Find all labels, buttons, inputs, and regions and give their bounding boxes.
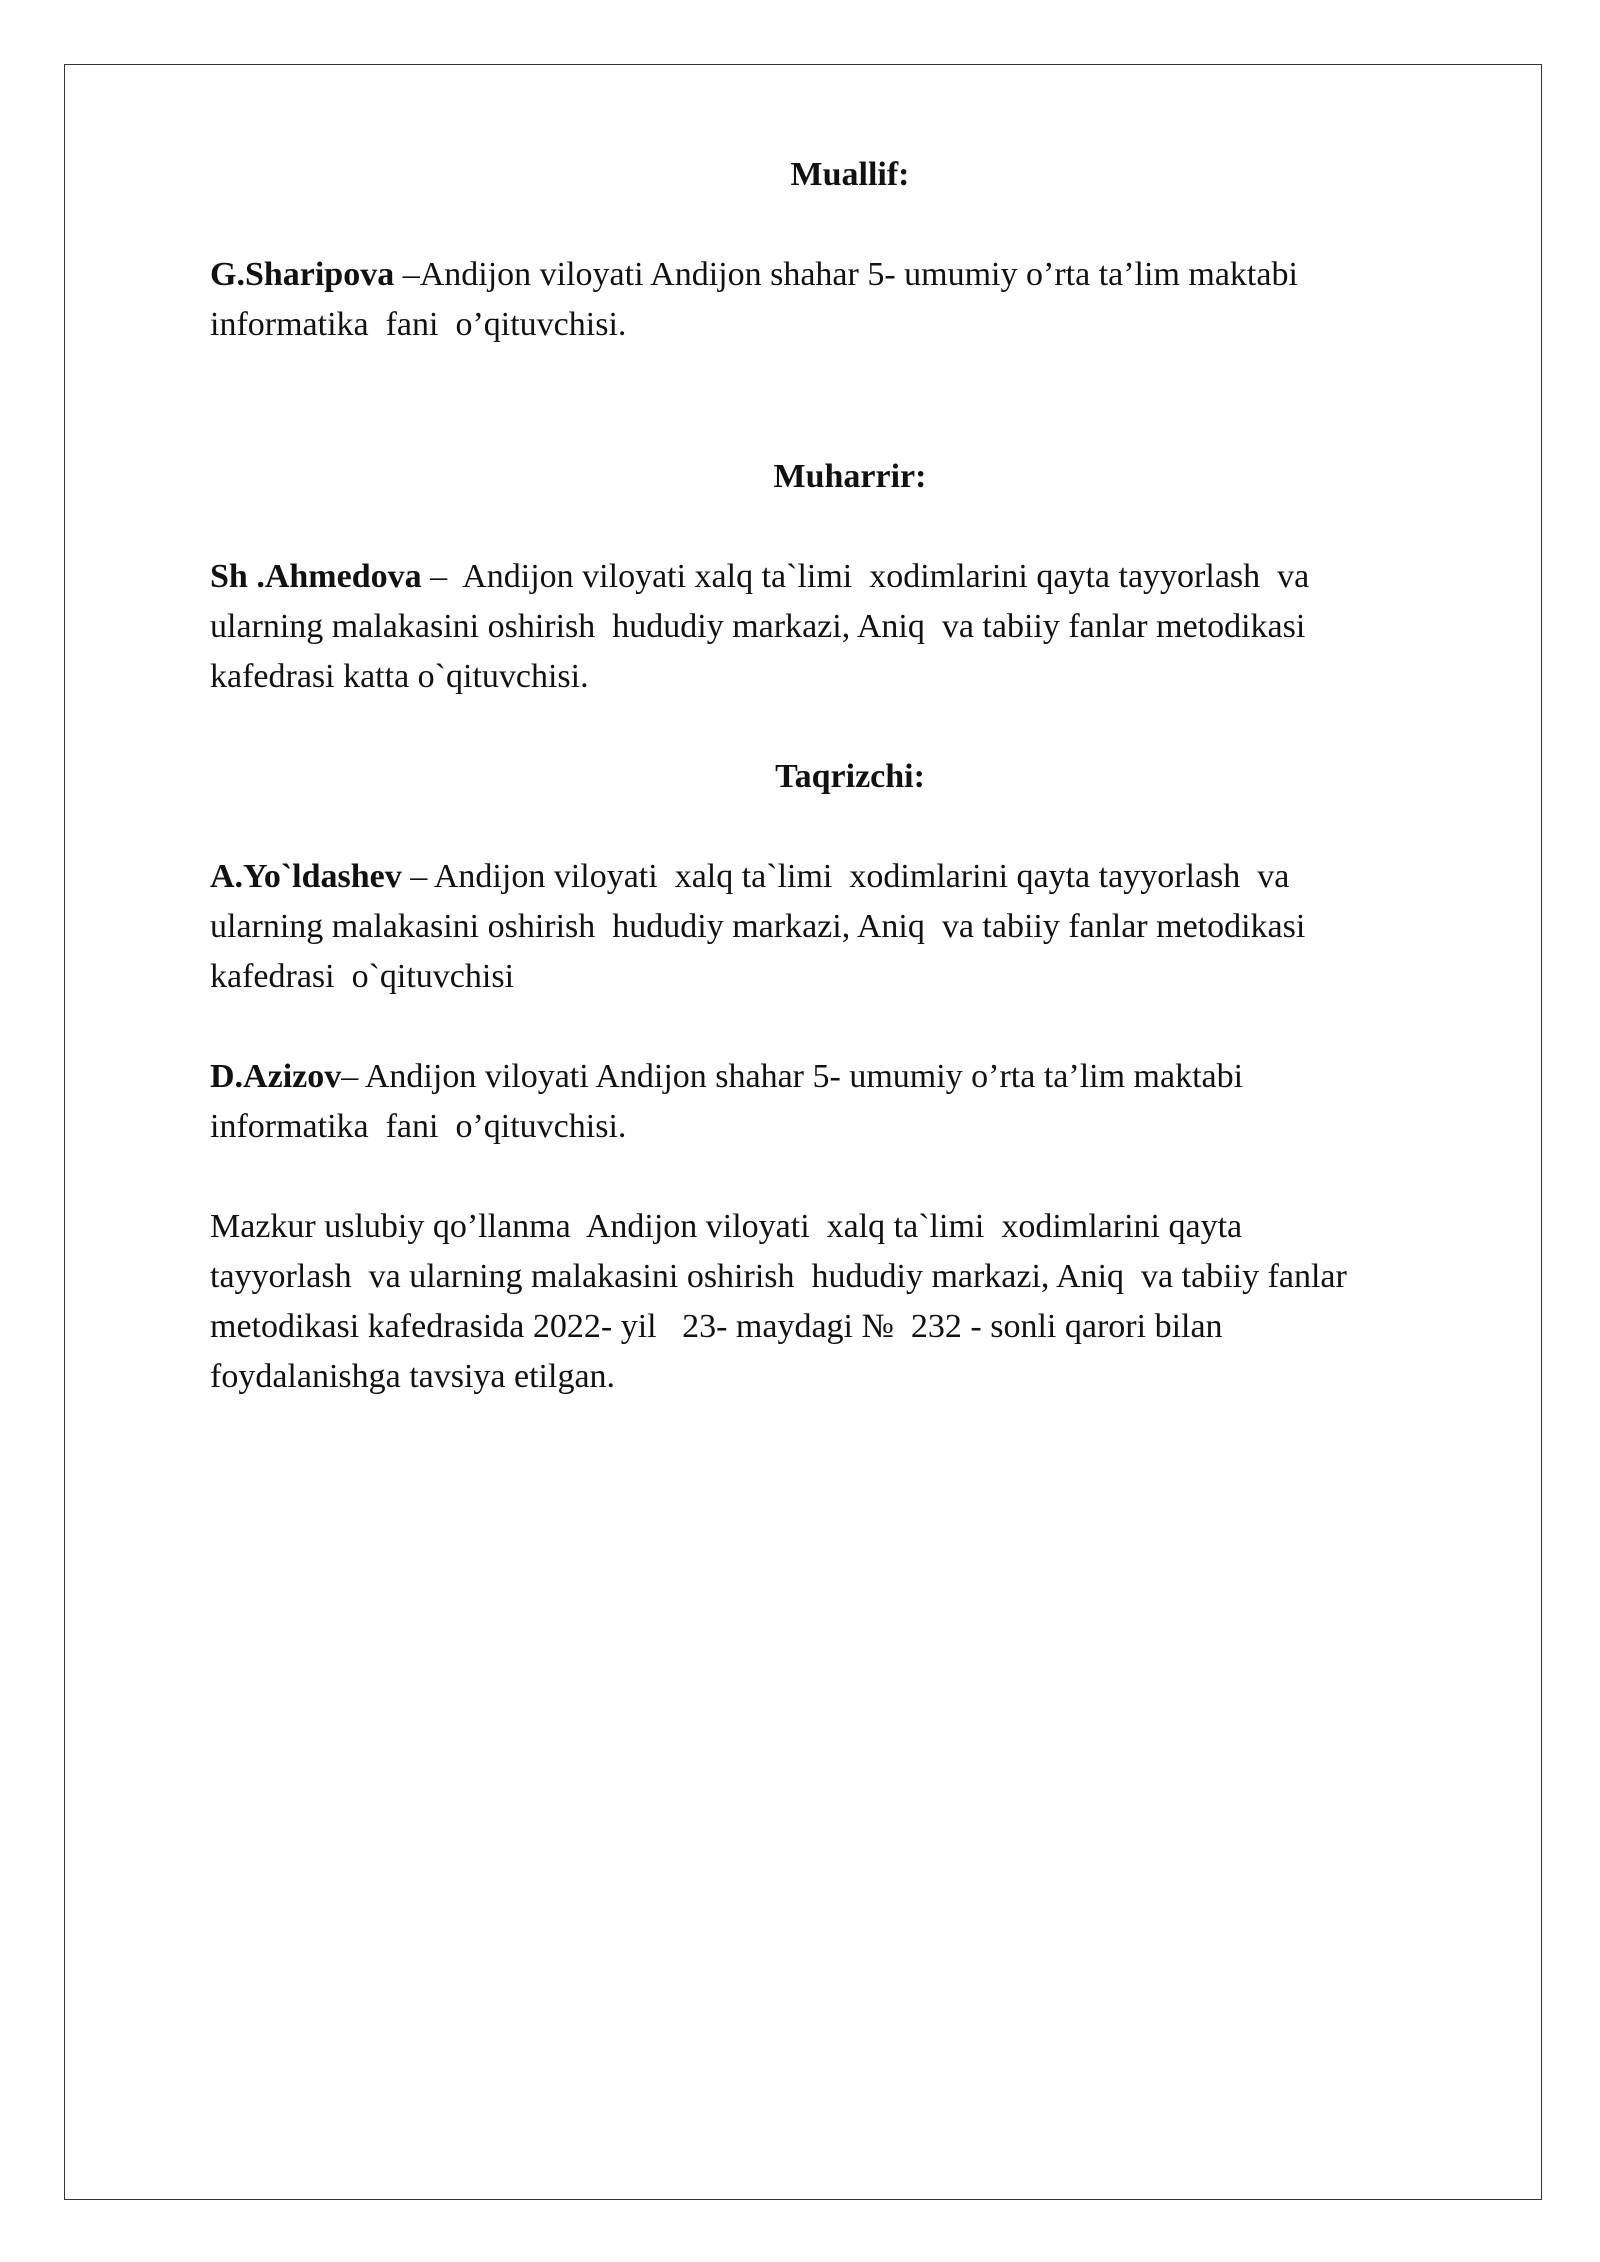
reviewer2-text-1: – Andijon viloyati Andijon shahar 5- umumiy o’rta ta’lim maktabi [341,1058,1244,1095]
reviewer1-line-1 [210,852,1490,902]
editor-text-1: – Andijon viloyati xalq ta`limi xodimlarini qayta tayyorlash va [421,558,1310,595]
author-text-2: informatika fani o’qituvchisi. [210,306,627,343]
author-paragraph [210,250,1490,350]
editor-name: Sh .Ahmedova [210,558,422,595]
approval-text-4: foydalanishga tavsiya etilgan. [210,1358,616,1395]
reviewer2-line-1 [210,1052,1490,1102]
approval-text-1: Mazkur uslubiy qo’llanma Andijon viloyati xalq ta`limi xodimlarini qayta [210,1208,1243,1245]
author-name: G.Sharipova [210,256,395,293]
reviewer1-paragraph [210,852,1490,1002]
author-line-1 [210,250,1490,300]
author-text-1: –Andijon viloyati Andijon shahar 5- umumiy o’rta ta’lim maktabi [394,256,1298,293]
editor-text-3: kafedrasi katta o`qituvchisi. [210,658,589,695]
editor-line-1 [210,552,1490,602]
reviewer1-name: A.Yo`ldashev [210,858,402,895]
approval-text-2: tayyorlash va ularning malakasini oshirish hududiy markazi, Aniq va tabiiy fanlar [210,1258,1347,1295]
author-heading: Muallif: [790,156,910,193]
reviewer1-text-3: kafedrasi o`qituvchisi [210,958,515,995]
reviewer1-text-1: – Andijon viloyati xalq ta`limi xodimlarini qayta tayyorlash va [401,858,1290,895]
approval-paragraph [210,1202,1490,1402]
editor-heading: Muharrir: [773,458,927,495]
editor-text-2: ularning malakasini oshirish hududiy markazi, Aniq va tabiiy fanlar metodikasi [210,608,1306,645]
reviewer1-text-2: ularning malakasini oshirish hududiy markazi, Aniq va tabiiy fanlar metodikasi [210,908,1306,945]
reviewer2-text-2: informatika fani o’qituvchisi. [210,1108,627,1145]
reviewer2-paragraph [210,1052,1490,1152]
reviewers-heading: Taqrizchi: [775,758,925,795]
approval-text-3: metodikasi kafedrasida 2022- yil 23- maydagi № 232 - sonli qarori bilan [210,1308,1223,1345]
reviewer2-name: D.Azizov [210,1058,342,1095]
editor-paragraph [210,552,1490,702]
